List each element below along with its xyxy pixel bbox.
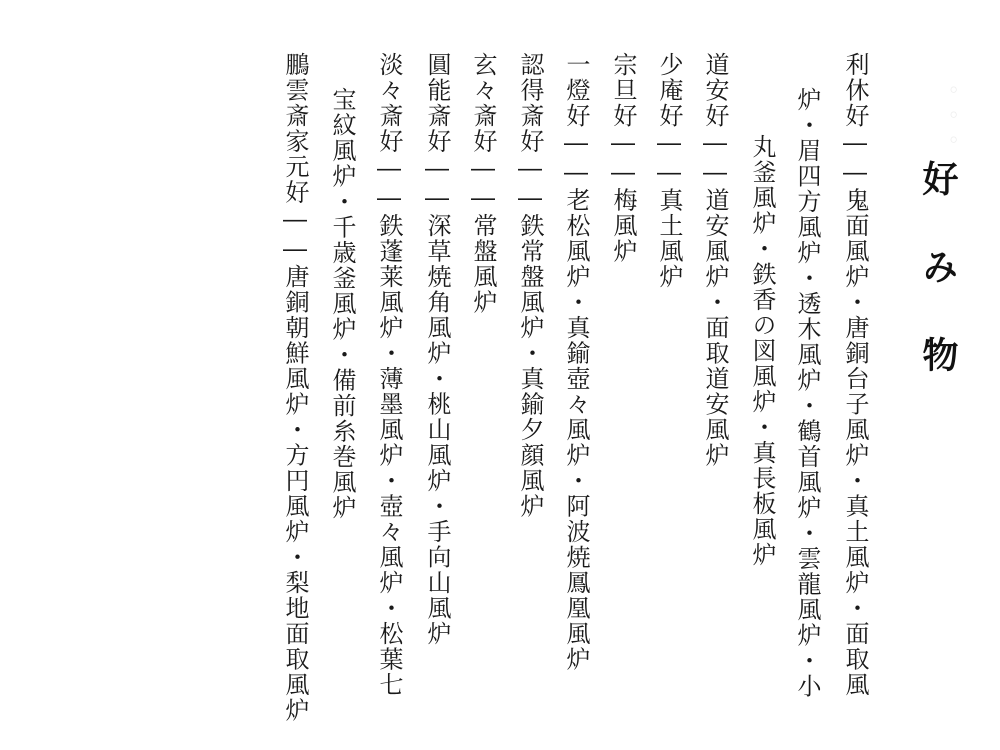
- text-column: 丸釜風炉・鉄香の図風炉・真長板風炉: [748, 134, 776, 568]
- text-column: 宝紋風炉・千歳釜風炉・備前糸巻風炉: [328, 87, 356, 521]
- text-column: 鵬雲斎家元好――唐銅朝鮮風炉・方円風炉・梨地面取風炉: [281, 52, 309, 723]
- page-title: 好み物: [917, 160, 959, 424]
- text-column: 道安好――道安風炉・面取道安風炉: [701, 52, 729, 468]
- text-column: 圓能斎好――深草焼角風炉・桃山風炉・手向山風炉: [423, 52, 451, 647]
- text-column: 利休好――鬼面風炉・唐銅台子風炉・真土風炉・面取風: [841, 52, 869, 698]
- text-column: 宗旦好――梅風炉: [609, 52, 637, 264]
- show-through-text: 。。。: [933, 85, 958, 171]
- text-column: 一燈好――老松風炉・真鍮壺々風炉・阿波焼鳳凰風炉: [562, 52, 590, 672]
- text-column: 炉・眉四方風炉・透木風炉・鶴首風炉・雲龍風炉・小: [793, 87, 821, 699]
- text-column: 少庵好――真土風炉: [655, 52, 683, 290]
- text-column: 玄々斎好――常盤風炉: [469, 52, 497, 315]
- text-column: 淡々斎好――鉄蓬莱風炉・薄墨風炉・壺々風炉・松葉七: [375, 52, 403, 698]
- text-column: 認得斎好――鉄常盤風炉・真鍮夕顔風炉: [516, 52, 544, 519]
